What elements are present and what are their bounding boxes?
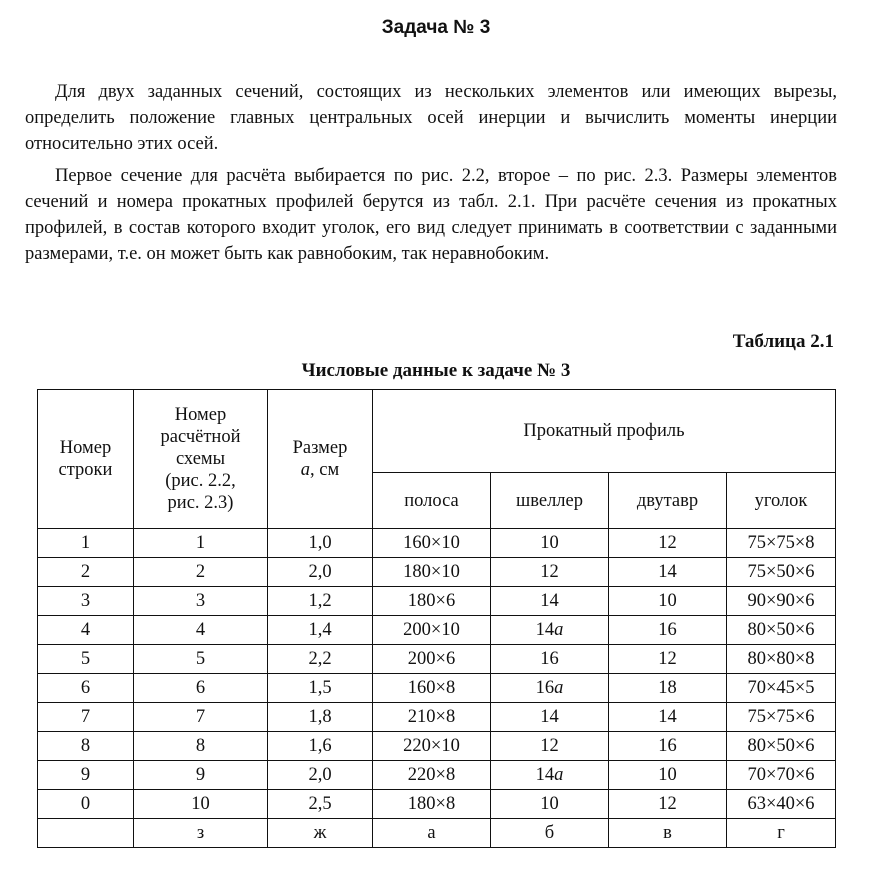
task-title: Задача № 3 (381, 17, 491, 38)
table-cell: 200×10 (373, 616, 491, 645)
table-cell: 14 (491, 587, 609, 616)
header-profile-channel: швеллер (491, 473, 609, 529)
table-cell: а (373, 819, 491, 848)
task-paragraph: Для двух заданных сечений, состоящих из нескольких элементов или имеющих вырезы, определить положение главных центральных осей инерции и вычислить моменты инерции относительно этих осей. (25, 82, 837, 154)
table-cell: 2,0 (268, 761, 373, 790)
table-cell: 4 (38, 616, 134, 645)
table-cell: 80×80×8 (727, 645, 836, 674)
table-cell: 12 (609, 790, 727, 819)
table-cell: 1,5 (268, 674, 373, 703)
table-cell: 12 (491, 732, 609, 761)
table-row (38, 732, 836, 761)
header-rolled-profile: Прокатный профиль (373, 390, 836, 473)
table-number: Таблица 2.1 (732, 331, 834, 352)
table-cell: б (491, 819, 609, 848)
table-cell: 2,0 (268, 558, 373, 587)
table-cell: 14а (491, 761, 609, 790)
table-row (38, 674, 836, 703)
table-cell: 63×40×6 (727, 790, 836, 819)
table-cell: 160×8 (373, 674, 491, 703)
table-cell: 12 (491, 558, 609, 587)
table-cell: 160×10 (373, 529, 491, 558)
table-row (38, 790, 836, 819)
table-cell: 80×50×6 (727, 616, 836, 645)
table-cell: 2,2 (268, 645, 373, 674)
table-cell: 75×75×6 (727, 703, 836, 732)
table-cell: 4 (134, 616, 268, 645)
table-cell: 14а (491, 616, 609, 645)
table-cell (38, 819, 134, 848)
table-row (38, 616, 836, 645)
table-cell: 8 (38, 732, 134, 761)
header-profile-strip: полоса (373, 473, 491, 529)
table-cell: 1,6 (268, 732, 373, 761)
table-cell: 180×6 (373, 587, 491, 616)
table-cell: 1,2 (268, 587, 373, 616)
table-cell: 210×8 (373, 703, 491, 732)
table-cell: 75×75×8 (727, 529, 836, 558)
table-cell: 2,5 (268, 790, 373, 819)
table-cell: 14 (609, 558, 727, 587)
table-row (38, 558, 836, 587)
table-cell: 5 (134, 645, 268, 674)
table-cell: 14 (609, 703, 727, 732)
table-cell: в (609, 819, 727, 848)
table-cell: 70×70×6 (727, 761, 836, 790)
table-cell: 14 (491, 703, 609, 732)
table-cell: 75×50×6 (727, 558, 836, 587)
table-cell: 16 (609, 732, 727, 761)
table-row (38, 587, 836, 616)
table-cell: 0 (38, 790, 134, 819)
header-row-number: Номер строки (38, 390, 134, 529)
table-cell: 80×50×6 (727, 732, 836, 761)
table-cell: 5 (38, 645, 134, 674)
table-cell: 8 (134, 732, 268, 761)
table-cell: 16 (609, 616, 727, 645)
table-cell: 9 (134, 761, 268, 790)
table-cell: 3 (38, 587, 134, 616)
header-size-unit: а, см (300, 460, 340, 480)
table-cell: 10 (491, 529, 609, 558)
table-cell: 10 (609, 761, 727, 790)
table-cell: 1 (38, 529, 134, 558)
table-cell: 6 (38, 674, 134, 703)
table-cell: 16а (491, 674, 609, 703)
table-cell: 18 (609, 674, 727, 703)
table-cell: 180×8 (373, 790, 491, 819)
table-cell: 180×10 (373, 558, 491, 587)
table-row (38, 761, 836, 790)
table-cell: 220×10 (373, 732, 491, 761)
header-scheme-number: Номер расчётной схемы (рис. 2.2, рис. 2.3) (134, 390, 268, 529)
table-cell: 10 (609, 587, 727, 616)
task-paragraph: Первое сечение для расчёта выбирается по рис. 2.2, второе – по рис. 2.3. Размеры элементов сечений и номера прокатных профилей берутся из табл. 2.1. При расчёте сечения из прокатных профилей, в состав которого входит уголок, его вид следует принимать в соответствии с заданными размерами, т.е. он может быть как равнобоким, так неравнобоким. (25, 166, 837, 264)
table-cell: г (727, 819, 836, 848)
table-cell: 16 (491, 645, 609, 674)
header-profile-ibeam: двутавр (609, 473, 727, 529)
table-cell: 7 (38, 703, 134, 732)
header-size: Размер а, см (268, 390, 373, 529)
table-cell: 1,4 (268, 616, 373, 645)
table-cell: 1 (134, 529, 268, 558)
table-row (38, 703, 836, 732)
table-cell: 2 (134, 558, 268, 587)
table-cell: 1,0 (268, 529, 373, 558)
table-cell: 12 (609, 529, 727, 558)
table-caption: Числовые данные к задаче № 3 (301, 360, 571, 381)
table-cell: 10 (134, 790, 268, 819)
table-row (38, 645, 836, 674)
table-cell: 6 (134, 674, 268, 703)
table-cell: 1,8 (268, 703, 373, 732)
table-cell: 2 (38, 558, 134, 587)
table-cell: 7 (134, 703, 268, 732)
table-cell: 70×45×5 (727, 674, 836, 703)
table-cell: 3 (134, 587, 268, 616)
data-table (37, 389, 836, 848)
table-body (38, 529, 836, 848)
table-cell: 90×90×6 (727, 587, 836, 616)
table-cell: ж (268, 819, 373, 848)
table-row (38, 529, 836, 558)
table-cell: з (134, 819, 268, 848)
table-cell: 220×8 (373, 761, 491, 790)
table-footer-row (38, 819, 836, 848)
table-cell: 12 (609, 645, 727, 674)
table-cell: 9 (38, 761, 134, 790)
header-profile-angle: уголок (727, 473, 836, 529)
table-cell: 10 (491, 790, 609, 819)
table-cell: 200×6 (373, 645, 491, 674)
